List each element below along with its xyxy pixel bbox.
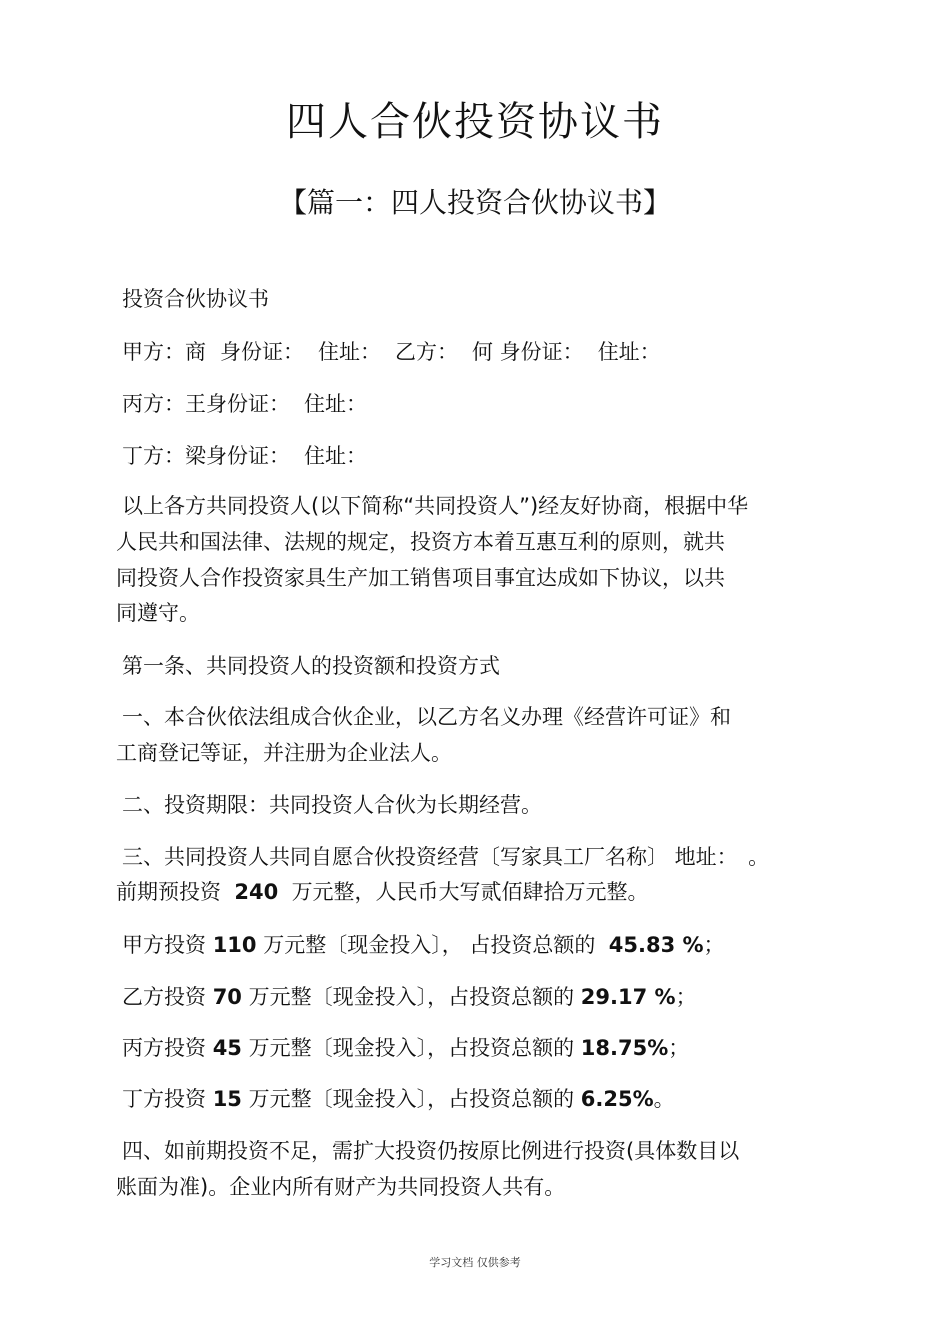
section-heading: 投资合伙协议书 xyxy=(122,287,269,311)
party-yi-label: 乙方： xyxy=(395,340,458,364)
pre-investment-amount: 240 xyxy=(234,880,279,904)
article-1-heading: 第一条、共同投资人的投资额和投资方式 xyxy=(122,654,500,678)
share-description: 万元整〔现金投入〕， 占投资总额的 xyxy=(263,933,596,957)
parties-line-1 xyxy=(116,336,661,369)
share-punctuation: ； xyxy=(675,985,697,1009)
article-1-item-1-line-2: 工商登记等证，并注册为企业法人。 xyxy=(116,741,452,765)
share-party: 丁方投资 xyxy=(122,1087,206,1111)
share-percent: 29.17 % xyxy=(580,985,676,1009)
page-footer: 学习文档 仅供参考 xyxy=(429,1256,521,1269)
article-1-item-2: 二、投资期限：共同投资人合伙为长期经营。 xyxy=(122,793,542,817)
share-description: 万元整〔现金投入〕，占投资总额的 xyxy=(248,1087,575,1111)
pre-investment-label: 前期预投资 xyxy=(116,880,221,904)
share-punctuation: ； xyxy=(703,933,725,957)
share-amount: 70 xyxy=(212,985,242,1009)
share-row-yi xyxy=(116,981,697,1014)
intro-line-2: 人民共和国法律、法规的规定，投资方本着互惠互利的原则，就共 xyxy=(116,530,725,554)
party-bing-label: 丙方：王身份证： xyxy=(122,392,290,416)
share-party: 丙方投资 xyxy=(122,1036,206,1060)
share-punctuation: 。 xyxy=(653,1087,675,1111)
party-yi-address: 住址： xyxy=(597,340,661,364)
share-percent: 18.75% xyxy=(580,1036,669,1060)
intro-line-3: 同投资人合作投资家具生产加工销售项目事宜达成如下协议，以共 xyxy=(116,566,725,590)
share-row-jia xyxy=(116,929,725,962)
share-amount: 110 xyxy=(212,933,257,957)
share-description: 万元整〔现金投入〕，占投资总额的 xyxy=(248,1036,575,1060)
share-punctuation: ； xyxy=(668,1036,690,1060)
intro-line-1: 以上各方共同投资人(以下简称“共同投资人”)经友好协商，根据中华 xyxy=(122,494,749,518)
party-ding-label: 丁方：梁身份证： xyxy=(122,444,290,468)
article-1-item-3-line-2 xyxy=(116,876,649,909)
document-title: 四人合伙投资协议书 xyxy=(286,99,664,145)
parties-line-2 xyxy=(116,388,367,421)
share-amount: 15 xyxy=(212,1087,242,1111)
share-row-bing xyxy=(116,1032,689,1065)
party-yi-name: 何 身份证： xyxy=(472,340,584,364)
document-subtitle: 【篇一：四人投资合伙协议书】 xyxy=(278,186,671,219)
article-1-item-4-line-1: 四、如前期投资不足，需扩大投资仍按原比例进行投资(具体数目以 xyxy=(122,1139,740,1163)
share-percent: 6.25% xyxy=(580,1087,654,1111)
party-ding-address: 住址： xyxy=(304,444,367,468)
party-jia-id: 身份证： xyxy=(220,340,304,364)
party-bing-address: 住址： xyxy=(304,392,367,416)
article-1-item-1-line-1: 一、本合伙依法组成合伙企业，以乙方名义办理《经营许可证》和 xyxy=(122,705,731,729)
share-party: 甲方投资 xyxy=(122,933,206,957)
party-jia-label: 甲方：商 xyxy=(122,340,206,364)
share-party: 乙方投资 xyxy=(122,985,206,1009)
share-row-ding xyxy=(116,1083,675,1116)
article-1-item-3-line-1: 三、共同投资人共同自愿合伙投资经营〔写家具工厂名称〕 地址： 。 xyxy=(122,845,770,869)
party-jia-address: 住址： xyxy=(318,340,381,364)
share-amount: 45 xyxy=(212,1036,242,1060)
share-percent: 45.83 % xyxy=(608,933,704,957)
share-description: 万元整〔现金投入〕，占投资总额的 xyxy=(248,985,575,1009)
article-1-item-4-line-2: 账面为准)。企业内所有财产为共同投资人共有。 xyxy=(116,1175,566,1199)
parties-line-3 xyxy=(116,440,367,473)
intro-line-4: 同遵守。 xyxy=(116,601,200,625)
pre-investment-text: 万元整，人民币大写贰佰肆拾万元整。 xyxy=(291,880,649,904)
